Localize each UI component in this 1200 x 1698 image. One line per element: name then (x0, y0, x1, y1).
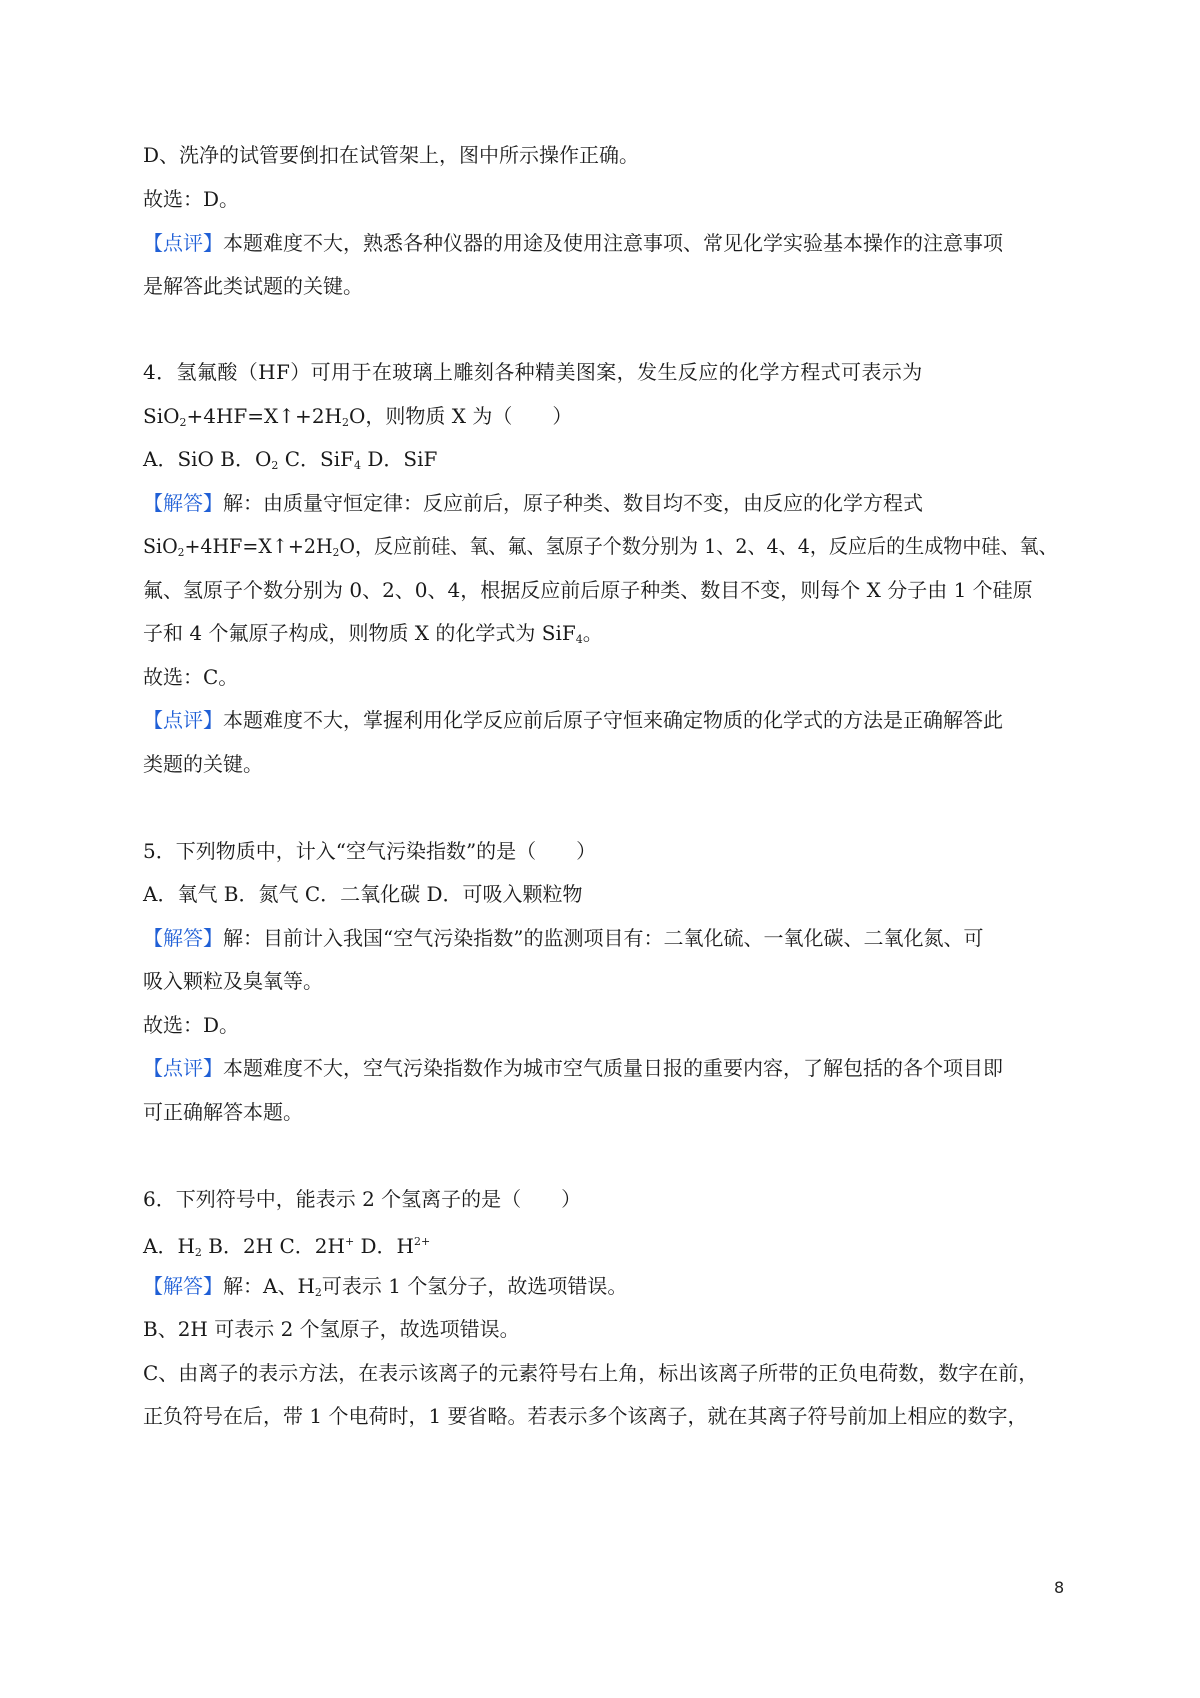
text: C．SiF (278, 447, 355, 471)
q5-stem (143, 839, 596, 863)
text: 吸入颗粒及臭氧等。 (143, 969, 323, 993)
subscript: 2 (341, 416, 349, 429)
text: 解：目前计入我国“空气污染指数”的监测项目有：二氧化硫、一氧化碳、二氧化氮、可 (223, 926, 984, 950)
text: 5．下列物质中，计入“空气污染指数”的是（ ） (143, 839, 597, 863)
q3-answer (143, 187, 239, 211)
text: 是解答此类试题的关键。 (143, 274, 363, 298)
text: 正负符号在后，带 1 个电荷时，1 要省略。若表示多个该离子，就在其离子符号前加上相应的数字， (143, 1404, 1028, 1428)
q4-comment (143, 708, 1003, 732)
text: 本题难度不大，掌握利用化学反应前后原子守恒来确定物质的化学式的方法是正确解答此 (223, 708, 1003, 732)
text: SiO (143, 534, 178, 558)
subscript: 4 (354, 459, 362, 472)
superscript: + (344, 1235, 355, 1248)
q6-solution (143, 1274, 627, 1305)
text: B．2H C．2H (201, 1234, 345, 1258)
subscript: 2 (332, 546, 340, 559)
text: 解：由质量守恒定律：反应前后，原子种类、数目均不变，由反应的化学方程式 (223, 491, 923, 515)
q4-solution-line4 (143, 621, 603, 652)
text: D、洗净的试管要倒扣在试管架上，图中所示操作正确。 (143, 143, 640, 167)
comment-label: 【点评】 (143, 708, 223, 732)
subscript: 2 (177, 546, 185, 559)
text: B、2H 可表示 2 个氢原子，故选项错误。 (143, 1317, 520, 1341)
page-number: 8 (1054, 1578, 1065, 1597)
q5-answer (143, 1013, 239, 1037)
subscript: 2 (194, 1246, 202, 1259)
text: 4．氢氟酸（HF）可用于在玻璃上雕刻各种精美图案，发生反应的化学方程式可表示为 (143, 360, 923, 384)
q3-comment-cont (143, 274, 363, 298)
text: O，反应前硅、氧、氟、氢原子个数分别为 1、2、4、4，反应后的生成物中硅、氧、 (339, 534, 1058, 558)
q6-stem (143, 1187, 581, 1211)
subscript: 2 (179, 416, 187, 429)
text: 本题难度不大，熟悉各种仪器的用途及使用注意事项、常见化学实验基本操作的注意事项 (223, 231, 1003, 255)
text: 子和 4 个氟原子构成，则物质 X 的化学式为 SiF (143, 621, 576, 645)
text: 可正确解答本题。 (143, 1100, 303, 1124)
text: 。 (582, 621, 603, 645)
q3-option-d-explanation (143, 143, 639, 167)
q4-stem-equation (143, 404, 572, 435)
q4-answer (143, 665, 238, 689)
text: D．H (354, 1234, 414, 1258)
text: 可表示 1 个氢分子，故选项错误。 (321, 1274, 628, 1298)
comment-label: 【点评】 (143, 231, 223, 255)
text: 故选：C。 (143, 665, 239, 689)
text: 6．下列符号中，能表示 2 个氢离子的是（ ） (143, 1187, 582, 1211)
comment-label: 【点评】 (143, 1056, 223, 1080)
q6-solution-b (143, 1317, 520, 1341)
subscript: 4 (575, 633, 583, 646)
q6-solution-c-cont (143, 1404, 1028, 1428)
text: C、由离子的表示方法，在表示该离子的元素符号右上角，标出该离子所带的正负电荷数，数字在前， (143, 1361, 1039, 1385)
solution-label: 【解答】 (143, 491, 223, 515)
text: SiO (143, 404, 180, 428)
text: 氟、氢原子个数分别为 0、2、0、4，根据反应前后原子种类、数目不变，则每个 X 分子由 1 个硅原 (143, 578, 1033, 602)
q6-options (143, 1230, 430, 1265)
q4-solution-equation (143, 534, 1058, 565)
solution-label: 【解答】 (143, 926, 223, 950)
q4-solution (143, 491, 923, 515)
text: A．氧气 B．氮气 C．二氧化碳 D．可吸入颗粒物 (143, 882, 583, 906)
q5-solution-cont (143, 969, 323, 993)
text: 解：A、H (223, 1274, 315, 1298)
text: +4HF=X↑+2H (184, 534, 333, 558)
q3-comment (143, 231, 1003, 255)
q5-options (143, 882, 583, 906)
q4-comment-cont (143, 752, 263, 776)
q4-solution-line3 (143, 578, 1033, 602)
subscript: 2 (314, 1286, 322, 1299)
text: 故选：D。 (143, 1013, 240, 1037)
q4-options (143, 447, 437, 478)
solution-label: 【解答】 (143, 1274, 223, 1298)
text: 本题难度不大，空气污染指数作为城市空气质量日报的重要内容，了解包括的各个项目即 (223, 1056, 1003, 1080)
q5-solution (143, 926, 983, 950)
q5-comment (143, 1056, 1003, 1080)
text: 故选：D。 (143, 187, 240, 211)
q6-solution-c (143, 1361, 1038, 1385)
text: D．SiF (361, 447, 438, 471)
text: A．H (143, 1234, 195, 1258)
text: O，则物质 X 为（ ） (348, 404, 573, 428)
q5-comment-cont (143, 1100, 303, 1124)
text: 类题的关键。 (143, 752, 263, 776)
text: +4HF=X↑+2H (186, 404, 342, 428)
subscript: 2 (271, 459, 279, 472)
superscript: 2+ (414, 1235, 431, 1248)
q4-stem (143, 360, 923, 384)
text: A．SiO B．O (143, 447, 272, 471)
